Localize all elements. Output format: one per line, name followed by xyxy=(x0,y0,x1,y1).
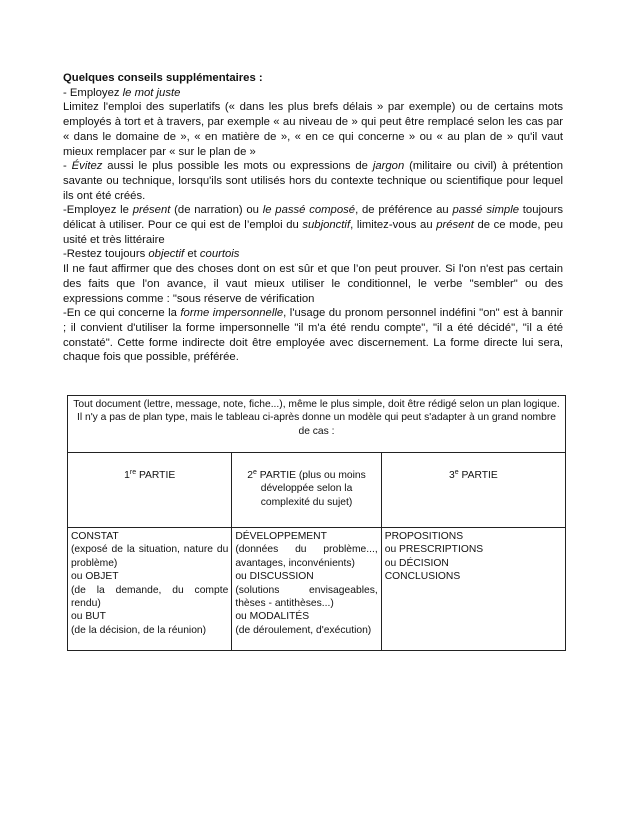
emphasis: forme impersonnelle xyxy=(180,307,284,320)
paragraph-affirmer: Il ne faut affirmer que des choses dont on est sûr et que l’on peut prouver. Si l'on n'est pas certain des faits que l'on avance, il vaut mieux utiliser le conditionnel, le verbe "sembler" ou des expressions comme : "sous réserve de vérification xyxy=(63,263,563,305)
text: (de narration) ou xyxy=(170,204,263,217)
cell-line: CONCLUSIONS xyxy=(384,571,461,583)
emphasis: Évitez xyxy=(71,160,103,173)
text: aussi le plus possible les mots ou expressions de xyxy=(102,160,373,173)
section-heading: Quelques conseils supplémentaires : xyxy=(63,72,263,84)
emphasis: jargon xyxy=(372,160,405,173)
paragraph-objectif xyxy=(63,247,563,262)
paragraph-temps xyxy=(63,203,563,247)
cell-line: (de déroulement, d'exécution) xyxy=(235,624,372,636)
cell-line: ou DISCUSSION xyxy=(235,571,314,583)
ordinal: re xyxy=(129,469,137,476)
cell-line: (de la décision, de la réunion) xyxy=(71,624,207,636)
column-constat xyxy=(68,528,232,651)
cell-line: CONSTAT xyxy=(71,531,119,542)
paragraph-impersonnelle xyxy=(63,306,563,365)
part-1-header xyxy=(68,453,232,528)
paragraph-mot-juste xyxy=(63,86,563,101)
emphasis: présent xyxy=(132,204,171,217)
emphasis: le passé composé xyxy=(262,204,356,217)
cell-line: ou DÉCISION xyxy=(384,557,449,569)
cell-line: ou BUT xyxy=(71,611,106,623)
paragraph-superlatifs: Limitez l'emploi des superlatifs (« dans les plus brefs délais » par exemple) ou de certains mots employés à tort et à travers, par exemple « au niveau de » qui peut être remplacé selon les cas par « dans le domaine de », « en matière de », « en ce qui concerne » ou « au plan de » qu'il vaut mieux remplacer par « sur le plan de » xyxy=(63,101,563,158)
emphasis: courtois xyxy=(199,248,240,261)
part-number: 3 xyxy=(448,470,455,481)
part-3-header xyxy=(381,453,565,528)
part-label: PARTIE (plus ou moins développée selon la complexité du sujet) xyxy=(256,470,366,508)
text: -Employez le xyxy=(63,204,133,217)
emphasis: passé simple xyxy=(452,204,520,217)
cell-line: (de la demande, du compte rendu) xyxy=(71,584,229,610)
part-2-header xyxy=(232,453,381,528)
text: et xyxy=(184,248,200,261)
cell-line: (exposé de la situation, nature du problème) xyxy=(71,544,229,569)
cell-line: (données du problème..., avantages, inconvénients) xyxy=(235,544,378,569)
plan-table xyxy=(67,395,566,651)
column-propositions xyxy=(381,528,565,651)
cell-line: ou MODALITÉS xyxy=(235,611,310,623)
emphasis: le mot juste xyxy=(122,86,181,99)
cell-line: PROPOSITIONS xyxy=(384,531,464,542)
ordinal: e xyxy=(454,469,459,476)
text: toujours délicat à utiliser. Pour ce qui est de l’emploi du xyxy=(63,204,563,232)
part-number: 2 xyxy=(247,470,253,481)
text: -En ce qui concerne la xyxy=(63,307,181,320)
part-label: PARTIE xyxy=(458,470,498,481)
emphasis: objectif xyxy=(148,248,185,261)
text: , l'usage du pronom personnel indéfini "on" est à bannir ; il convient d'utiliser la forme impersonnelle "il m'a été rendu compte", "il a été décidé", "il a été constaté". Cette forme indirecte doit être employée avec discernement. La forme directe lui sera, chaque fois que possible, préférée. xyxy=(63,307,563,364)
text: -Restez toujours xyxy=(63,248,149,261)
part-label: PARTIE xyxy=(136,470,176,481)
table-intro: Tout document (lettre, message, note, fiche...), même le plus simple, doit être rédigé selon un plan logique. Il n'y a pas de plan type, mais le tableau ci-après donne un modèle qui peut s'adapter à un grand nombre de cas : xyxy=(68,396,566,453)
text: (militaire ou civil) à prétention savante ou technique, lorsqu'ils sont utilisés hors du contexte technique ou scientifique pour lequel ils ont été créés. xyxy=(63,160,563,202)
text: , de préférence au xyxy=(355,204,453,217)
ordinal: e xyxy=(252,469,257,476)
emphasis: subjonctif xyxy=(302,219,351,232)
text: , limitez-vous au xyxy=(350,219,437,232)
cell-line: ou OBJET xyxy=(71,571,119,583)
text: - Employez xyxy=(63,86,123,99)
document-body xyxy=(63,71,563,365)
paragraph-jargon xyxy=(63,159,563,203)
text: de ce mode, peu usité et très littéraire xyxy=(63,219,563,246)
cell-line: (solutions envisageables, thèses - antithèses...) xyxy=(235,584,378,610)
emphasis: présent xyxy=(436,219,474,232)
cell-line: ou PRESCRIPTIONS xyxy=(384,544,484,556)
column-developpement xyxy=(232,528,381,651)
part-number: 1 xyxy=(124,470,130,481)
text: - xyxy=(63,160,72,173)
cell-line: DÉVELOPPEMENT xyxy=(235,531,327,542)
